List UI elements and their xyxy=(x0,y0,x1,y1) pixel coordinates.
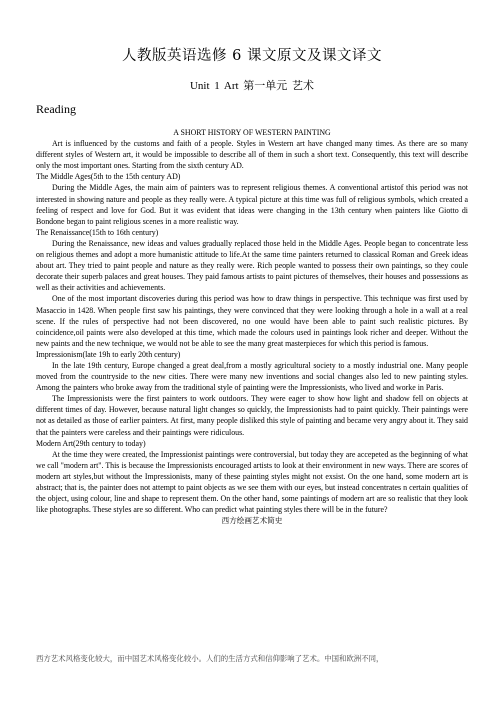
document-title: 人教版英语选修 6 课文原文及课文译文 xyxy=(122,48,382,64)
unit-line: Unit 1 Art 第一单元 艺术 xyxy=(189,80,315,92)
intro-paragraph: Art is influenced by the customs and faith of a people. Styles in Western art have changed many times. As there are so many different styles of Western art, it would be impossible to describe all of them in such a short text. Consequently, this text will describe only the most important ones. Starting from the sixth century AD. xyxy=(36,139,468,171)
paragraph-impressionism-1: In the late 19th century, Europe changed a great deal,from a mostly agricultural society to a mostly industrial one. Many people moved from the countryside to the new cities. There were many new inventions and social changes also led to new painting styles. Among the painters who broke away from the traditional style of painting were the Impressionists, who lived and worke in Paris. xyxy=(36,360,468,393)
paragraph-middle-ages: During the Middle Ages, the main aim of painters was to represent religious themes. A conventional artistof this period was not interested in showing nature and people as they really were. A typical picture at this time was full of religious symbols, which created a feeling of respect and love for God. But it was evident that ideas were changing in the 13th century when painters like Giotto di Bondone began to paint religious scenes in a more realistic way. xyxy=(36,183,468,226)
article-body xyxy=(36,127,468,526)
paragraph-renaissance-1: During the Renaissance, new ideas and values gradually replaced those held in the Middle Ages. People began to concentrate less on religious themes and adopt a more humanistic attitude to life.At the same time painters returned to classical Roman and Greek ideas about art. They tried to paint people and nature as they really were. Rich people wanted to possess their own paintings, so they coule decorate their superb palaces and great houses. They paid famous artists to paint pictures of themselves, their houses and possessions as well as their activities and achievements. xyxy=(36,238,468,293)
section-heading-impressionism: Impressionism(late 19h to early 20th century) xyxy=(36,349,181,359)
paragraph-renaissance-2: One of the most important discoveries during this period was how to draw things in perspective. This technique was first used by Masaccio in 1428. When people first saw his paintings, they were convinced that they were looking through a hole in a wall at a real scene. If the rules of perspective had not been discovered, no one would have been able to paint such realistic pictures. By coincidence,oil paints were also developed at this time, which made the colours used in paintings look richer and deeper. Without the new paints and the new technique, we would not be able to see the many great masterpieces for which this period is famous. xyxy=(36,294,468,348)
section-heading-renaissance: The Renaissance(15th to 16th century) xyxy=(36,227,159,237)
paragraph-modern-art: At the time they were created, the Impressionist paintings were controversial, but today they are accepeted as the beginning of what we call "modern art". This is because the Impressionists encouraged artists to look at their environment in new ways. There are scores of modern art styles,but without the Impressionists, many of these painting styles might not exsist. On the one hand, some modern art is abstract; that is, the painter does not attempt to paint objects as we see them with our eyes, but instead concentrates n certain qualities of the object, using colour, line and shape to represent them. On the other hand, some paintings of modern art are so realistic that they look like photographs. These styles are so different. Who can predict what painting styles there will be in the future? xyxy=(36,449,468,515)
section-heading-modern-art: Modern Art(29th century to today) xyxy=(36,438,146,448)
translation-first-line: 西方艺术风格变化较大，而中国艺术风格变化较小。人们的生活方式和信仰影响了艺术。中国和欧洲不同， xyxy=(36,654,384,663)
section-heading-middle-ages: The Middle Ages(5th to the 15th century AD) xyxy=(36,172,181,182)
section-heading-reading: Reading xyxy=(36,102,76,116)
paragraph-impressionism-2: The Impressionists were the first painters to work outdoors. They were eager to show how light and shadow fell on objects at different times of day. However, because natural light changes so quickly, the Impressionists had to paint quickly. Their paintings were not as detailed as those of earlier painters. At first, many people disliked this style of painting and became very angry about it. They said that the painters were careless and their paintings were ridiculous. xyxy=(36,394,468,437)
article-title: A SHORT HISTORY OF WESTERN PAINTING xyxy=(173,128,331,137)
translation-title: 西方绘画艺术简史 xyxy=(221,516,283,526)
